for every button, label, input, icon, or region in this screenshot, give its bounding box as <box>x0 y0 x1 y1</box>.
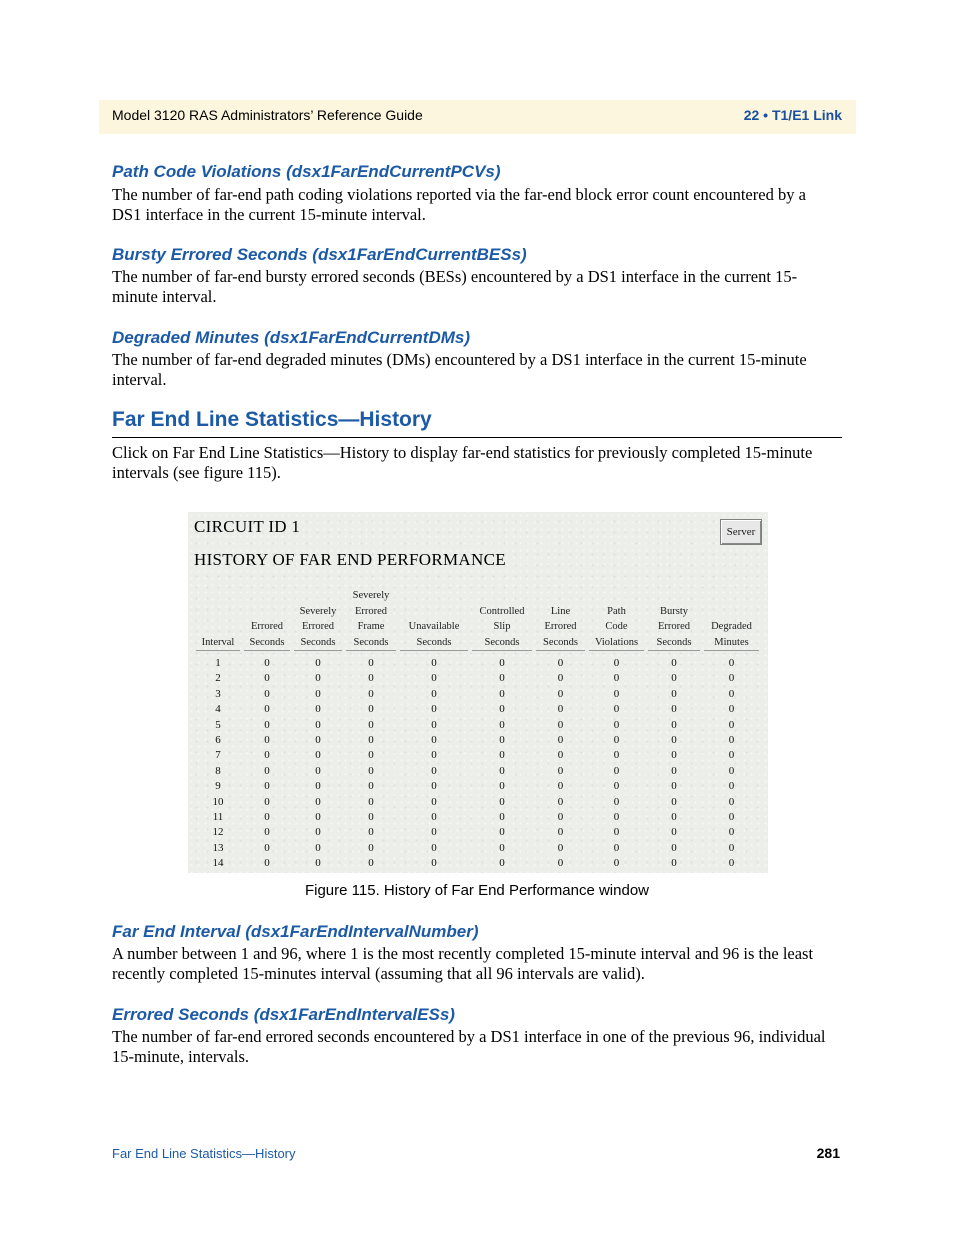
table-cell: 0 <box>264 795 270 808</box>
heading-rule <box>112 437 842 438</box>
table-cell: 0 <box>728 780 735 793</box>
table-cell: 0 <box>368 703 374 716</box>
table-cell: 0 <box>671 841 677 854</box>
table-cell: 0 <box>499 718 505 731</box>
table-cell: 0 <box>315 749 321 762</box>
table-cell: 0 <box>315 826 321 839</box>
table-cell: 0 <box>368 749 374 762</box>
table-cell: 0 <box>728 718 735 731</box>
table-cell: 0 <box>613 687 620 700</box>
table-cell: 0 <box>671 718 677 731</box>
table-cell: 0 <box>557 703 564 716</box>
column-header-line: Seconds <box>484 636 520 648</box>
table-cell: 0 <box>557 780 564 793</box>
column-header <box>472 582 532 651</box>
table-cell: 0 <box>431 841 437 854</box>
column-header <box>704 582 759 651</box>
table-cell: 0 <box>728 734 735 746</box>
table-cell: 0 <box>264 826 270 839</box>
table-cell: 0 <box>613 841 620 854</box>
history-screenshot <box>188 512 768 873</box>
table-cell: 11 <box>212 811 224 823</box>
column-header-line: Errored <box>657 621 691 632</box>
table-cell: 8 <box>215 764 221 777</box>
table-cell: 0 <box>431 857 437 870</box>
column-header <box>648 582 700 651</box>
page-number: 281 <box>816 1145 840 1161</box>
column-header-line: Seconds <box>249 636 285 648</box>
column-header <box>294 582 342 651</box>
table-cell: 0 <box>264 811 270 823</box>
table-cell: 1 <box>215 657 221 669</box>
table-cell: 0 <box>431 795 437 808</box>
column-header-line: Seconds <box>656 636 692 648</box>
table-cell: 0 <box>368 764 374 777</box>
server-button[interactable]: Server <box>720 519 762 545</box>
history-title: HISTORY OF FAR END PERFORMANCE <box>194 550 506 569</box>
table-cell: 0 <box>368 826 374 839</box>
column-header-line: Errored <box>544 621 577 632</box>
table-cell: 0 <box>431 687 437 700</box>
table-cell: 13 <box>212 841 224 854</box>
section-text-interval: A number between 1 and 96, where 1 is the most recently completed 15-minute interval and 96 is the least recently completed 15-minutes interval (assuming that all 96 intervals are valid). <box>112 944 814 983</box>
table-cell: 0 <box>613 811 620 823</box>
section-text-dms: The number of far-end degraded minutes (DMs) encountered by a DS1 interface in the current 15-minute interval. <box>112 350 807 389</box>
table-cell: 0 <box>613 764 620 777</box>
table-cell: 0 <box>264 734 270 746</box>
circuit-id-label: CIRCUIT ID 1 <box>194 517 301 536</box>
table-cell: 0 <box>315 780 321 793</box>
table-cell: 0 <box>728 672 735 685</box>
table-cell: 0 <box>499 857 505 870</box>
table-cell: 0 <box>431 764 437 777</box>
table-cell: 0 <box>728 795 735 808</box>
table-cell: 0 <box>368 780 374 793</box>
table-cell: 0 <box>728 764 735 777</box>
table-cell: 3 <box>215 687 221 700</box>
column-header <box>589 582 644 651</box>
column-header-line: Seconds <box>416 636 452 648</box>
table-cell: 0 <box>557 826 564 839</box>
table-cell: 0 <box>499 811 505 823</box>
table-cell: 0 <box>431 811 437 823</box>
table-cell: 9 <box>215 780 221 793</box>
table-cell: 0 <box>264 672 270 685</box>
table-cell: 0 <box>557 672 564 685</box>
column-header-line: Seconds <box>543 636 578 648</box>
table-cell: 0 <box>315 672 321 685</box>
table-cell: 0 <box>557 795 564 808</box>
column-header-line: Bursty <box>659 605 688 617</box>
table-cell: 0 <box>431 780 437 793</box>
section-text-bess: The number of far-end bursty errored seconds (BESs) encountered by a DS1 interface in the current 15-minute interval. <box>112 267 798 306</box>
main-heading: Far End Line Statistics—History <box>112 408 432 431</box>
table-cell: 0 <box>613 826 620 839</box>
table-cell: 0 <box>499 657 505 669</box>
column-header <box>536 582 585 651</box>
table-cell: 0 <box>499 841 505 854</box>
table-cell: 0 <box>557 857 564 870</box>
column-header-line: Minutes <box>714 636 749 648</box>
table-cell: 0 <box>728 811 735 823</box>
table-cell: 0 <box>613 795 620 808</box>
table-cell: 0 <box>315 811 321 823</box>
table-cell: 2 <box>215 672 221 685</box>
table-cell: 0 <box>499 749 505 762</box>
table-cell: 0 <box>431 718 437 731</box>
table-cell: 12 <box>212 826 224 839</box>
table-cell: 0 <box>671 687 677 700</box>
table-cell: 0 <box>499 687 505 700</box>
table-cell: 0 <box>368 718 374 731</box>
table-cell: 0 <box>728 657 735 669</box>
table-cell: 0 <box>264 718 270 731</box>
table-cell: 0 <box>671 657 677 669</box>
section-text-ess: The number of far-end errored seconds encountered by a DS1 interface in one of the previous 96, individual 15-minute, intervals. <box>112 1027 826 1066</box>
column-header-line: Unavailable <box>408 621 460 632</box>
table-cell: 0 <box>499 703 505 716</box>
table-cell: 0 <box>368 687 374 700</box>
table-cell: 0 <box>728 841 735 854</box>
table-cell: 0 <box>671 811 677 823</box>
table-cell: 0 <box>728 703 735 716</box>
table-cell: 0 <box>431 657 437 669</box>
column-header-line: Errored <box>354 605 388 617</box>
table-cell: 0 <box>671 703 677 716</box>
intro-text: Click on Far End Line Statistics—History to display far-end statistics for previously completed 15-minute intervals (see figure 115). <box>112 443 813 482</box>
table-cell: 0 <box>431 672 437 685</box>
table-cell: 0 <box>368 841 374 854</box>
column-header-line: Interval <box>201 636 235 648</box>
table-cell: 0 <box>368 811 374 823</box>
table-cell: 0 <box>264 841 270 854</box>
table-cell: 0 <box>431 826 437 839</box>
running-header-chapter: 22 • T1/E1 Link <box>743 107 842 123</box>
column-header-line: Errored <box>301 621 335 632</box>
table-cell: 0 <box>557 718 564 731</box>
table-cell: 0 <box>499 734 505 746</box>
table-cell: 0 <box>728 857 735 870</box>
table-cell: 0 <box>315 857 321 870</box>
table-cell: 0 <box>368 672 374 685</box>
column-header-line: Degraded <box>711 621 752 632</box>
column-header-line: Controlled <box>479 605 525 617</box>
section-heading-ess: Errored Seconds (dsx1FarEndIntervalESs) <box>112 1005 455 1024</box>
table-cell: 0 <box>264 857 270 870</box>
section-heading-dms: Degraded Minutes (dsx1FarEndCurrentDMs) <box>112 328 470 347</box>
table-cell: 0 <box>728 749 735 762</box>
column-header-line: Seconds <box>300 636 336 648</box>
table-cell: 0 <box>368 734 374 746</box>
table-cell: 10 <box>212 795 224 808</box>
table-cell: 0 <box>499 780 505 793</box>
table-cell: 0 <box>315 734 321 746</box>
column-header <box>400 582 468 651</box>
table-cell: 0 <box>557 687 564 700</box>
table-cell: 0 <box>431 703 437 716</box>
table-cell: 0 <box>671 857 677 870</box>
table-cell: 0 <box>613 780 620 793</box>
table-cell: 0 <box>315 657 321 669</box>
table-cell: 0 <box>264 687 270 700</box>
table-cell: 0 <box>499 795 505 808</box>
table-cell: 0 <box>557 749 564 762</box>
table-cell: 0 <box>315 718 321 731</box>
table-cell: 0 <box>671 764 677 777</box>
section-heading-pcvs: Path Code Violations (dsx1FarEndCurrentPCVs) <box>112 162 501 181</box>
table-cell: 0 <box>613 672 620 685</box>
running-header-title: Model 3120 RAS Administrators’ Reference Guide <box>112 107 423 123</box>
table-cell: 0 <box>315 795 321 808</box>
section-heading-interval: Far End Interval (dsx1FarEndIntervalNumber) <box>112 922 479 941</box>
table-cell: 0 <box>671 780 677 793</box>
table-cell: 0 <box>499 764 505 777</box>
table-cell: 6 <box>215 734 221 746</box>
table-cell: 0 <box>671 749 677 762</box>
column-header-line: Severely <box>352 590 390 601</box>
table-cell: 0 <box>728 826 735 839</box>
column-header <box>346 582 396 651</box>
column-header-line: Severely <box>299 605 337 617</box>
table-cell: 0 <box>368 795 374 808</box>
column-header-line: Frame <box>357 621 385 632</box>
table-cell: 0 <box>613 703 620 716</box>
table-cell: 0 <box>557 841 564 854</box>
table-cell: 0 <box>315 841 321 854</box>
table-cell: 7 <box>215 749 221 762</box>
table-cell: 0 <box>613 718 620 731</box>
table-cell: 0 <box>315 703 321 716</box>
column-header-line: Violations <box>594 636 639 648</box>
column-header <box>244 582 290 651</box>
table-cell: 0 <box>671 826 677 839</box>
section-text-pcvs: The number of far-end path coding violations reported via the far-end block error count encountered by a DS1 interface in the current 15-minute interval. <box>112 185 806 224</box>
table-cell: 0 <box>613 734 620 746</box>
table-cell: 0 <box>431 749 437 762</box>
column-header <box>196 582 240 651</box>
table-cell: 0 <box>613 749 620 762</box>
table-cell: 0 <box>613 857 620 870</box>
table-cell: 0 <box>315 687 321 700</box>
table-cell: 0 <box>368 857 374 870</box>
table-cell: 0 <box>264 780 270 793</box>
column-header-line: Slip <box>493 621 511 632</box>
table-cell: 0 <box>557 764 564 777</box>
table-cell: 4 <box>215 703 221 716</box>
table-cell: 0 <box>264 657 270 669</box>
table-cell: 0 <box>728 687 735 700</box>
table-cell: 0 <box>368 657 374 669</box>
table-cell: 0 <box>499 826 505 839</box>
figure-caption: Figure 115. History of Far End Performance window <box>304 882 650 899</box>
table-cell: 0 <box>613 657 620 669</box>
column-header-line: Path <box>607 605 626 617</box>
table-cell: 0 <box>671 672 677 685</box>
column-header-line: Code <box>605 621 628 632</box>
table-cell: 0 <box>431 734 437 746</box>
table-cell: 0 <box>671 795 677 808</box>
table-cell: 14 <box>212 857 224 870</box>
table-cell: 5 <box>215 718 221 731</box>
section-heading-bess: Bursty Errored Seconds (dsx1FarEndCurrentBESs) <box>112 245 527 264</box>
column-header-line: Line <box>550 605 571 617</box>
table-cell: 0 <box>264 749 270 762</box>
column-header-line: Errored <box>250 621 284 632</box>
table-cell: 0 <box>557 657 564 669</box>
table-cell: 0 <box>264 703 270 716</box>
footer-section-title: Far End Line Statistics—History <box>112 1146 296 1161</box>
table-cell: 0 <box>671 734 677 746</box>
table-cell: 0 <box>557 734 564 746</box>
table-cell: 0 <box>264 764 270 777</box>
table-cell: 0 <box>557 811 564 823</box>
table-cell: 0 <box>499 672 505 685</box>
table-cell: 0 <box>315 764 321 777</box>
column-header-line: Seconds <box>353 636 389 648</box>
